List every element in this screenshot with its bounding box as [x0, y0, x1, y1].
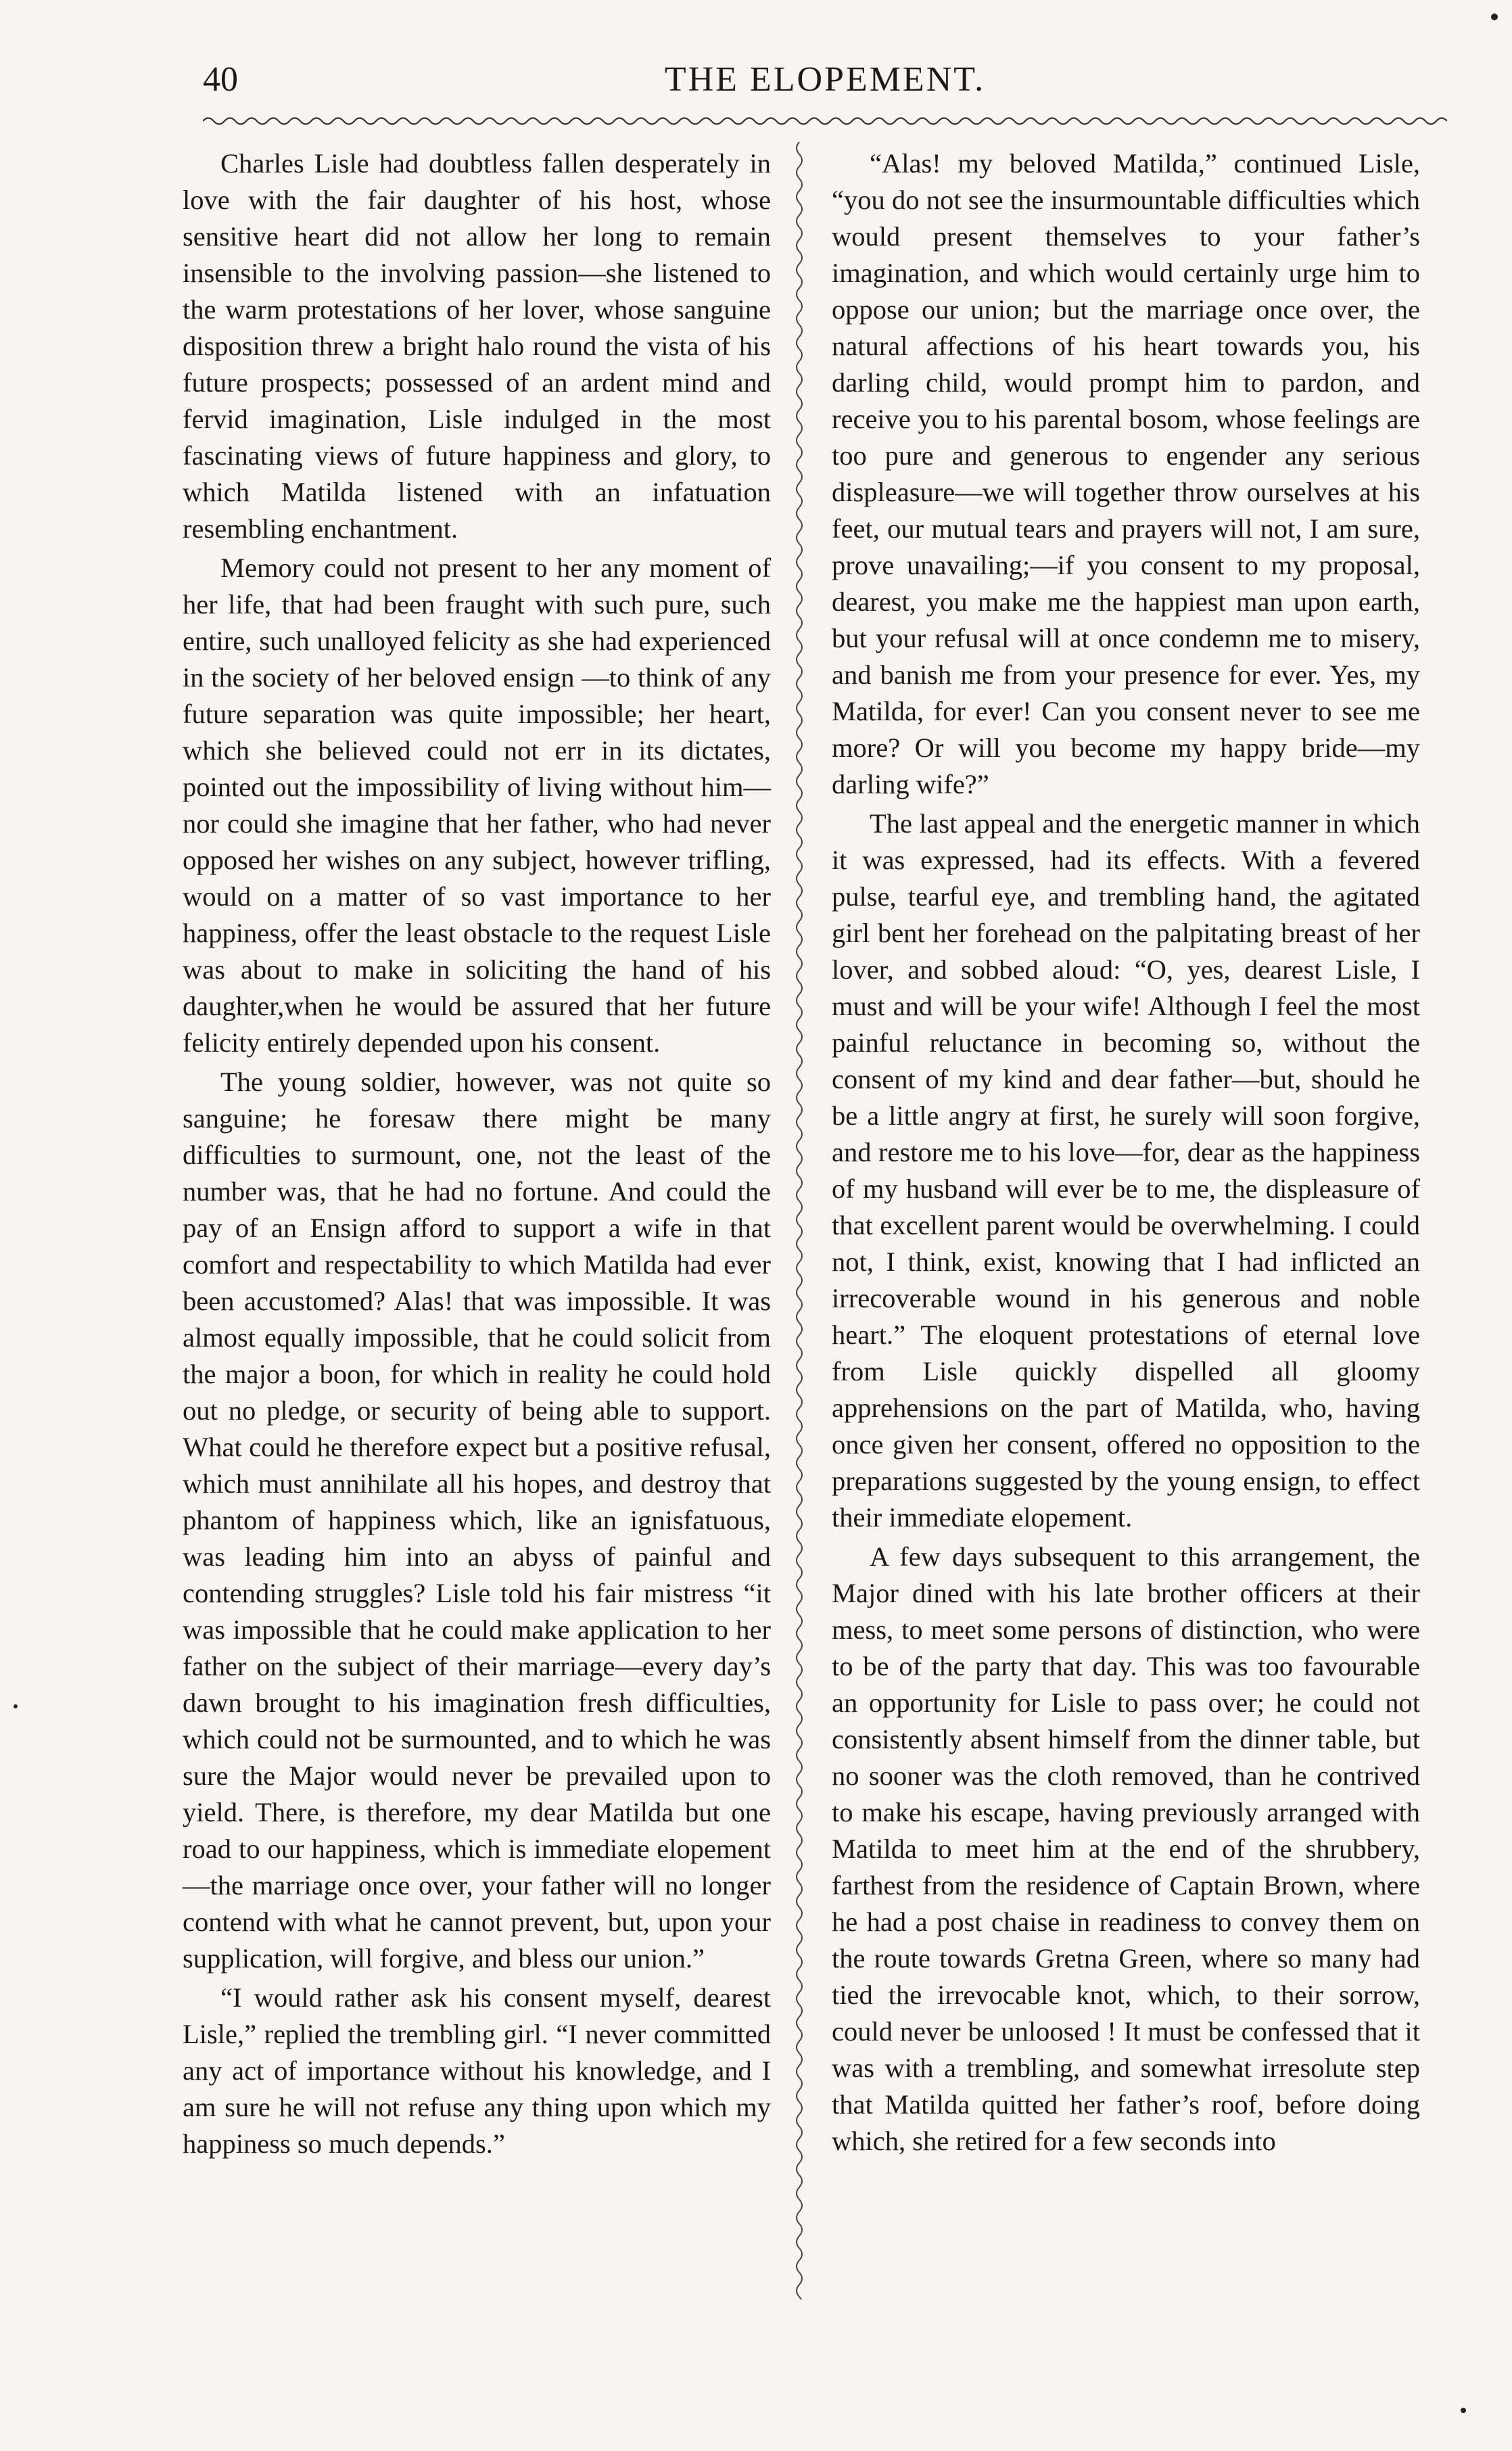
page-header — [203, 60, 1447, 114]
paper-speck — [1491, 14, 1498, 20]
paragraph: The young soldier, however, was not quite so sanguine; he foresaw there might be many difficulties to surmount, one, not the least of the number was, that he had no fortune. And could the pay of an Ensign afford to support a wife in that comfort and respectability to which Matilda had ever been accustomed? Alas! that was impossible. It was almost equally impossible, that he could solicit from the major a boon, for which in reality he could hold out no pledge, or security of being able to support. What could he therefore expect but a positive refusal, which must annihilate all his hopes, and destroy that phantom of happiness which, like an ignisfatuous, was leading him into an abyss of painful and contending struggles? Lisle told his fair mistress “it was impossible that he could make application to her father on the subject of their marriage—every day’s dawn brought to his imagination fresh difficulties, which could not be surmounted, and to which he was sure the Major would never be prevailed upon to yield. There, is therefore, my dear Matilda but one road to our happiness, which is immediate elopement—the marriage once over, your father will no longer contend with what he cannot prevent, but, upon your supplication, will forgive, and bless our union.” — [183, 1067, 771, 1974]
paper-speck — [1461, 2408, 1466, 2413]
paragraph: “Alas! my beloved Matilda,” continued Lisle, “you do not see the insurmountable difficulties which would present themselves to your father’s imagination, and which would certainly urge him to oppose our union; but the marriage once over, the natural affections of his heart towards you, his darling child, would prompt him to pardon, and receive you to his parental bosom, whose feelings are too pure and generous to engender any serious displeasure—we will together throw ourselves at his feet, our mutual tears and prayers will not, I am sure, prove unavailing;—if you consent to my proposal, dearest, you make me the happiest man upon earth, but your refusal will at once condemn me to misery, and banish me from your presence for ever. Yes, my Matilda, for ever! Can you consent never to see me more? Or will you become my happy bride—my darling wife?” — [832, 148, 1420, 799]
left-column — [183, 145, 771, 2165]
page-number: 40 — [203, 60, 238, 99]
paragraph: Charles Lisle had doubtless fallen desperately in love with the fair daughter of his host, whose sensitive heart did not allow her long to remain insensible to the involving passion—she listened to the warm protestations of her lover, whose sanguine disposition threw a bright halo round the vista of his future prospects; possessed of an ardent mind and fervid imagination, Lisle indulged in the most fascinating views of future happiness and glory, to which Matilda listened with an infatuation resembling enchantment. — [183, 148, 771, 544]
right-column — [832, 145, 1420, 2162]
wavy-header-rule — [203, 114, 1447, 129]
paragraph: The last appeal and the energetic manner in which it was expressed, had its effects. With a fevered pulse, tearful eye, and trembling hand, the agitated girl bent her forehead on the palpitating breast of her lover, and sobbed aloud: “O, yes, dearest Lisle, I must and will be your wife! Although I feel the most painful reluctance in becoming so, without the consent of my kind and dear father—but, should he be a little angry at first, he surely will soon forgive, and restore me to his love—for, dear as the happiness of my husband will ever be to me, the displeasure of that excellent parent would be overwhelming. I could not, I think, exist, knowing that I had inflicted an irrecoverable wound in his generous and noble heart.” The eloquent protestations of eternal love from Lisle quickly dispelled all gloomy apprehensions on the part of Matilda, who, having once given her consent, offered no opposition to the preparations suggested by the young ensign, to effect their immediate elopement. — [832, 808, 1420, 1533]
paragraph: “I would rather ask his consent myself, dearest Lisle,” replied the trembling girl. “I never committed any act of importance without his knowledge, and I am sure he will not refuse any thing upon which my happiness so much depends.” — [183, 1982, 771, 2159]
paragraph: Memory could not present to her any moment of her life, that had been fraught with such pure, such entire, such unalloyed felicity as she had experienced in the society of her beloved ensign —to think of any future separation was quite impossible; her heart, which she believed could not err in its dictates, pointed out the impossibility of living without him—nor could she imagine that her father, who had never opposed her wishes on any subject, however trifling, would on a matter of so vast importance to her happiness, offer the least obstacle to the request Lisle was about to make in soliciting the hand of his daughter,when he would be assured that her future felicity entirely depended upon his consent. — [183, 553, 771, 1058]
running-title: THE ELOPEMENT. — [664, 60, 986, 99]
paper-speck — [14, 1704, 18, 1708]
paragraph: A few days subsequent to this arrangement, the Major dined with his late brother officers at their mess, to meet some persons of distinction, who were to be of the party that day. This was too favourable an opportunity for Lisle to pass over; he could not consistently absent himself from the dinner table, but no sooner was the cloth removed, than he contrived to make his escape, having previously arranged with Matilda to meet him at the end of the shrubbery, farthest from the residence of Captain Brown, where he had a post chaise in readiness to convey them on the route towards Gretna Green, where so many had tied the irrevocable knot, which, to their sorrow, could never be unloosed ! It must be confessed that it was with a trembling, and somewhat irresolute step that Matilda quitted her father’s roof, before doing which, she retired for a few seconds into — [832, 1541, 1420, 2156]
wavy-column-divider — [791, 142, 807, 2300]
